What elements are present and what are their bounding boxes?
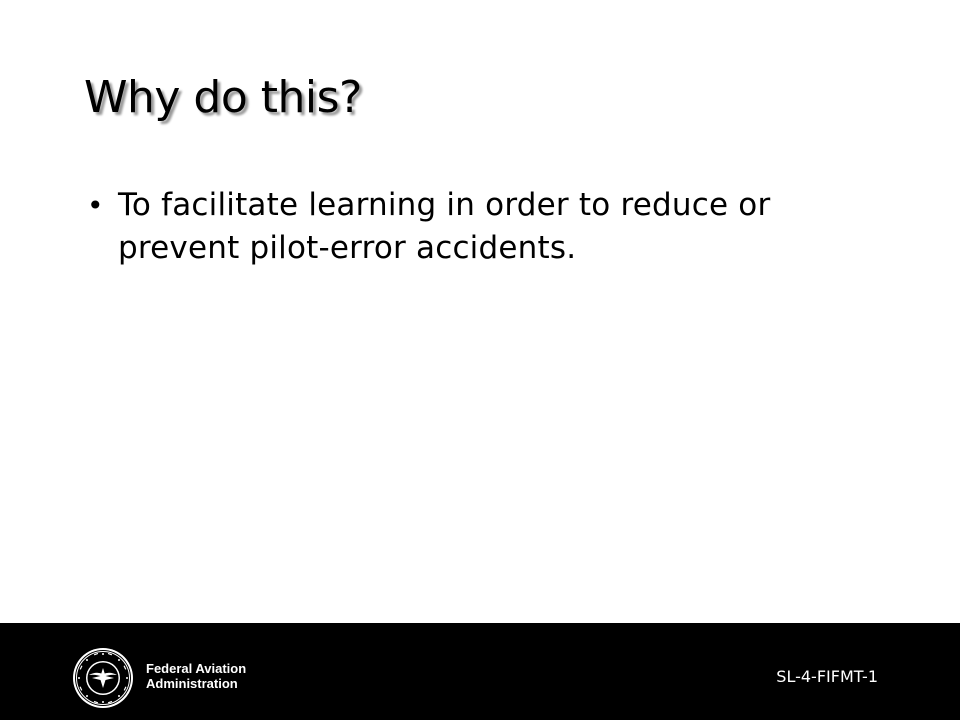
faa-seal-icon xyxy=(72,647,134,709)
slide-title: Why do this? xyxy=(84,72,362,123)
agency-name-line2: Administration xyxy=(146,676,238,691)
bullet-marker: • xyxy=(87,189,104,222)
footer-bar xyxy=(0,623,960,720)
agency-name xyxy=(146,661,246,691)
bullet-item xyxy=(84,184,844,270)
agency-name-line1: Federal Aviation xyxy=(146,661,247,676)
slide-code: SL-4-FIFMT-1 xyxy=(776,667,878,686)
bullet-text: To facilitate learning in order to reduce or prevent pilot-error accidents. xyxy=(118,187,771,266)
bullet-list xyxy=(84,184,844,270)
